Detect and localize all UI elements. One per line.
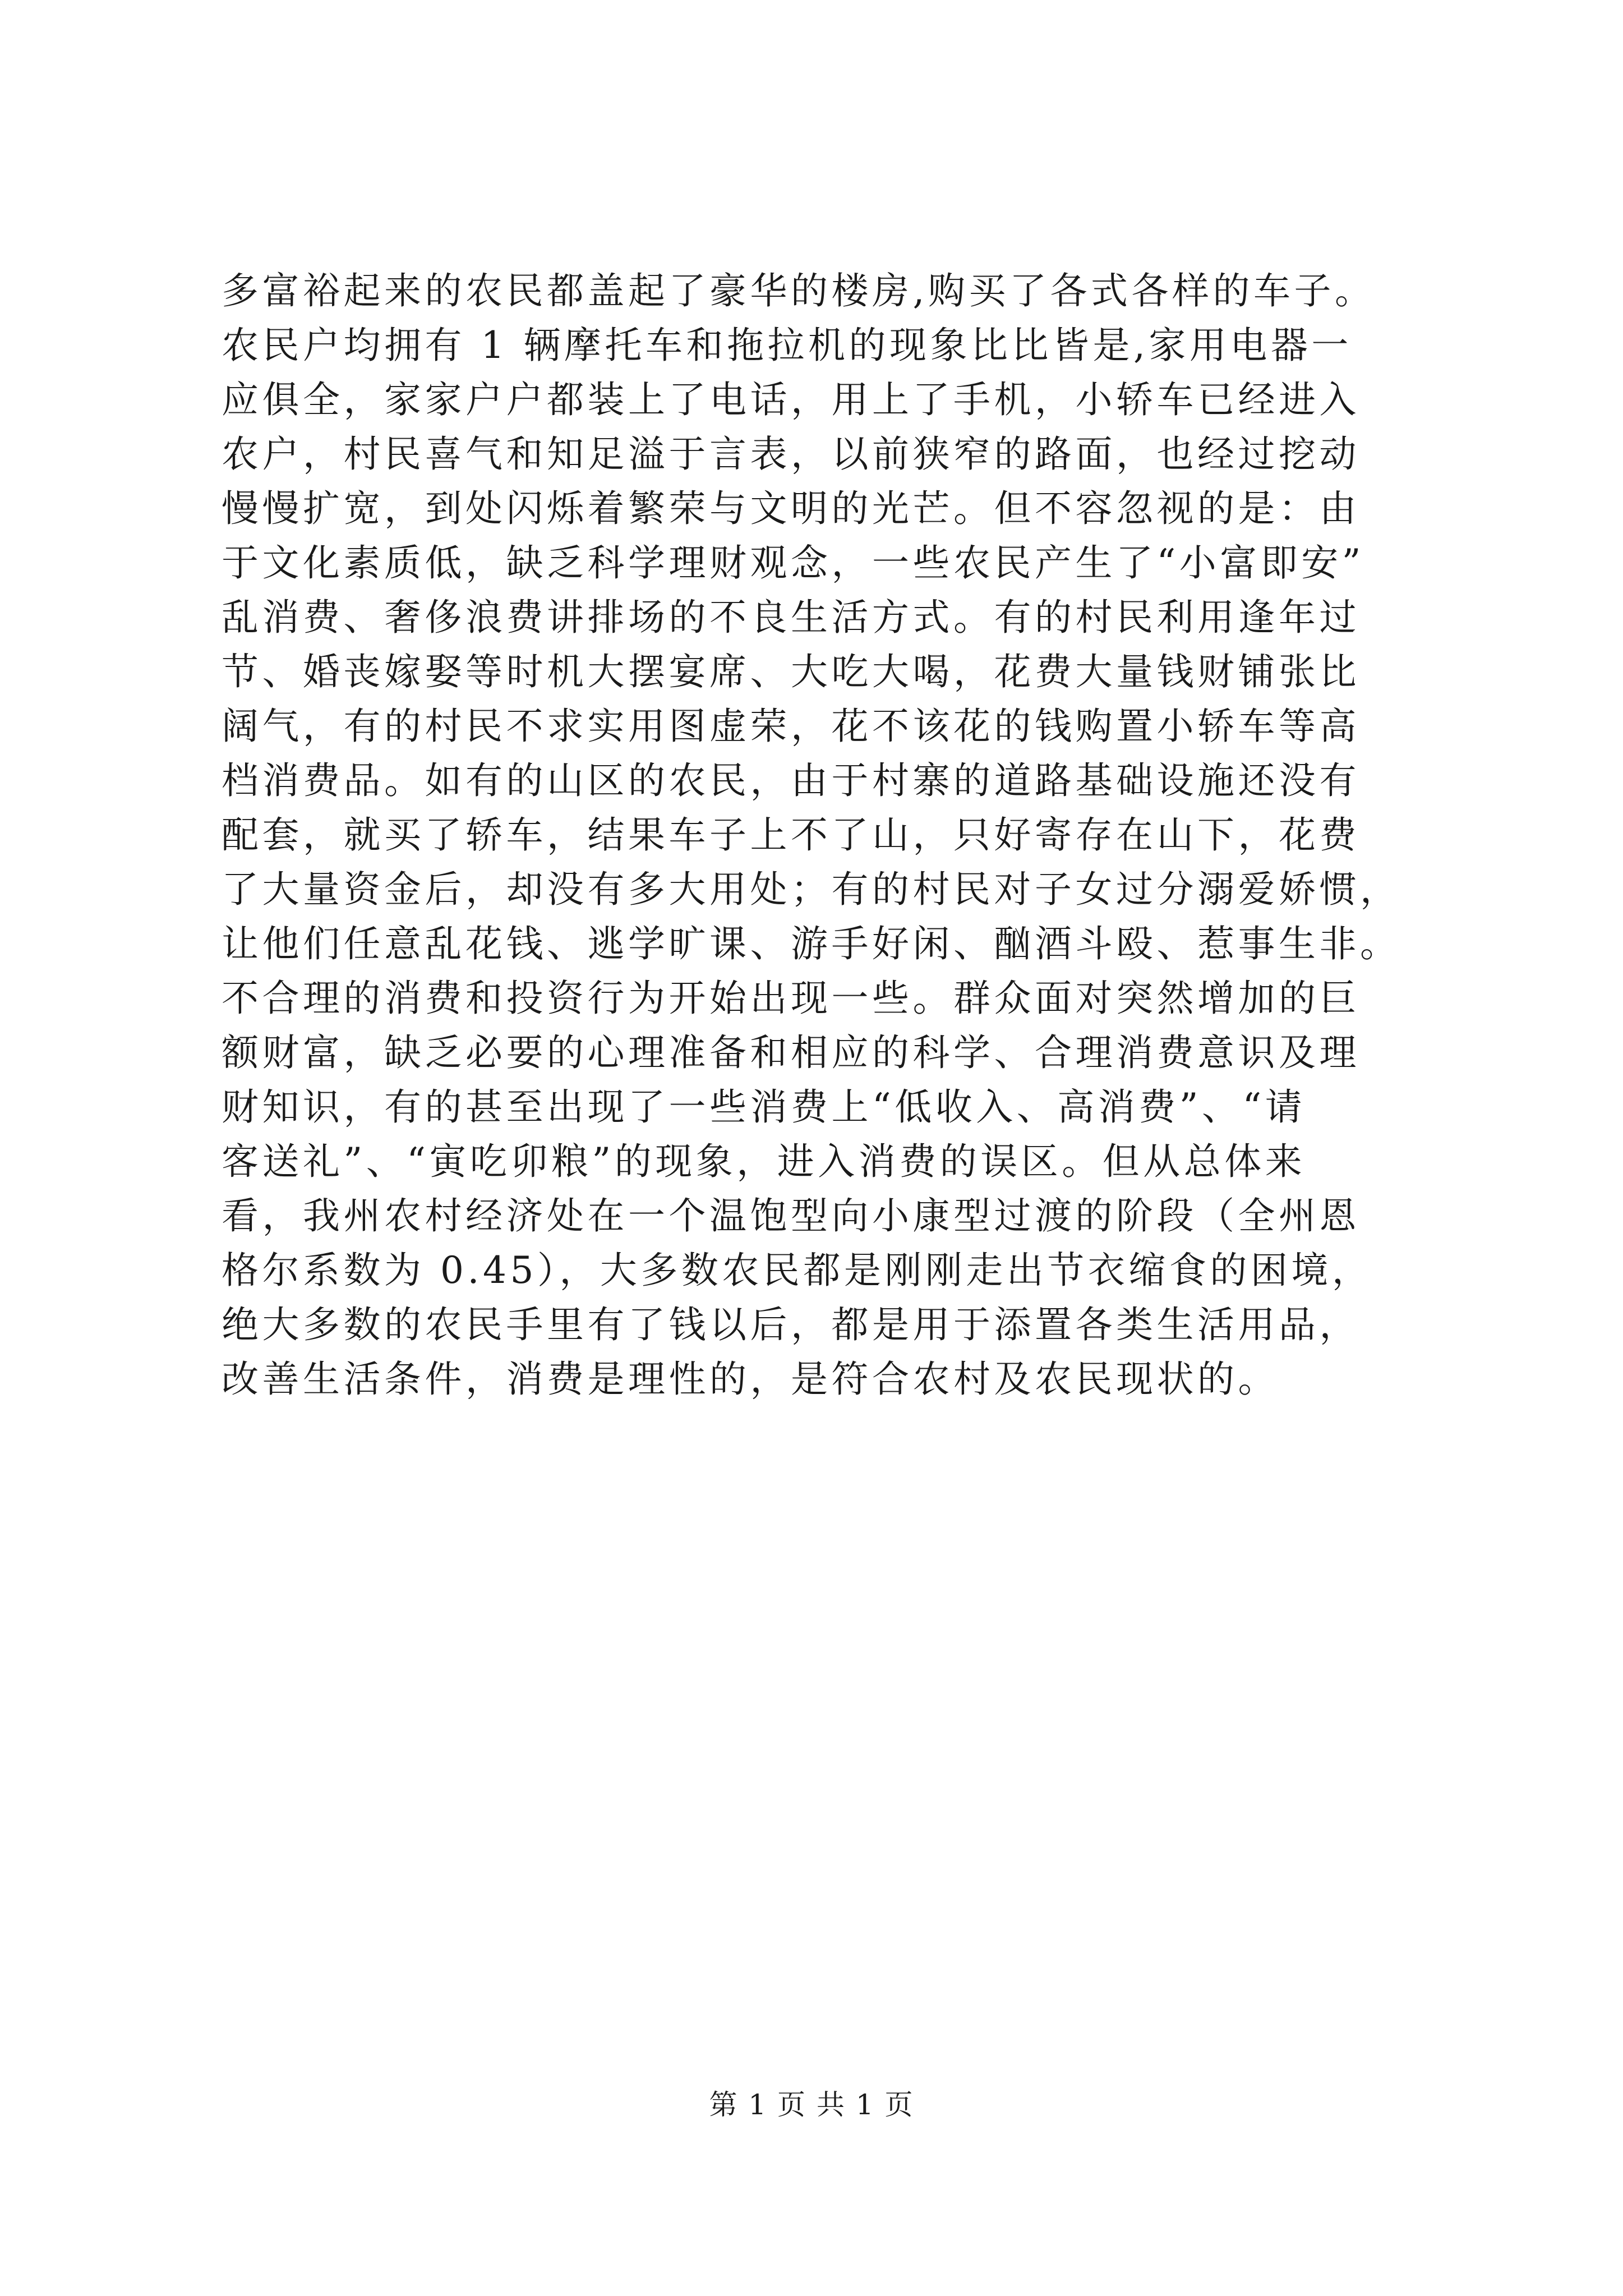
text-line: 节、婚丧嫁娶等时机大摆宴席、大吃大喝，花费大量钱财铺张比	[222, 650, 1360, 693]
text-line: 格尔系数为 0.45），大多数农民都是刚刚走出节衣缩食的困境，	[222, 1249, 1373, 1292]
body-text	[222, 264, 1427, 1406]
text-line: 农户，村民喜气和知足溢于言表，以前狭窄的路面，也经过挖动	[222, 432, 1360, 476]
text-line: 看，我州农村经济处在一个温饱型向小康型过渡的阶段（全州恩	[222, 1194, 1360, 1237]
text-line: 应俱全，家家户户都装上了电话，用上了手机，小轿车已经进入	[222, 378, 1360, 421]
text-line: 阔气，有的村民不求实用图虚荣，花不该花的钱购置小轿车等高	[222, 705, 1360, 748]
text-line: 配套，就买了轿车，结果车子上不了山，只好寄存在山下，花费	[222, 813, 1360, 857]
text-line: 绝大多数的农民手里有了钱以后，都是用于添置各类生活用品，	[222, 1303, 1360, 1346]
text-line: 客送礼”、“寅吃卯粮”的现象，进入消费的误区。但从总体来	[222, 1140, 1306, 1183]
text-line: 慢慢扩宽，到处闪烁着繁荣与文明的光芒。但不容忽视的是：由	[222, 487, 1360, 530]
text-line: 于文化素质低，缺乏科学理财观念，一些农民产生了“小富即安”	[222, 541, 1364, 585]
page-number-label: 第 1 页 共 1 页	[709, 2088, 914, 2121]
text-line: 不合理的消费和投资行为开始出现一些。群众面对突然增加的巨	[222, 977, 1360, 1020]
text-line: 额财富，缺乏必要的心理准备和相应的科学、合理消费意识及理	[222, 1031, 1360, 1074]
text-line: 改善生活条件，消费是理性的，是符合农村及农民现状的。	[222, 1358, 1279, 1401]
text-line: 了大量资金后，却没有多大用处；有的村民对子女过分溺爱娇惯，	[222, 868, 1401, 911]
page-footer	[0, 2088, 1623, 2122]
text-line: 乱消费、奢侈浪费讲排场的不良生活方式。有的村民利用逢年过	[222, 596, 1360, 639]
text-line: 财知识，有的甚至出现了一些消费上“低收入、高消费”、“请	[222, 1085, 1306, 1129]
text-line: 档消费品。如有的山区的农民，由于村寨的道路基础设施还没有	[222, 759, 1360, 802]
text-line: 多富裕起来的农民都盖起了豪华的楼房,购买了各式各样的车子。	[222, 269, 1376, 312]
text-line: 农民户均拥有 1 辆摩托车和拖拉机的现象比比皆是,家用电器一	[222, 324, 1352, 367]
text-line: 让他们任意乱花钱、逃学旷课、游手好闲、酗酒斗殴、惹事生非。	[222, 922, 1401, 965]
